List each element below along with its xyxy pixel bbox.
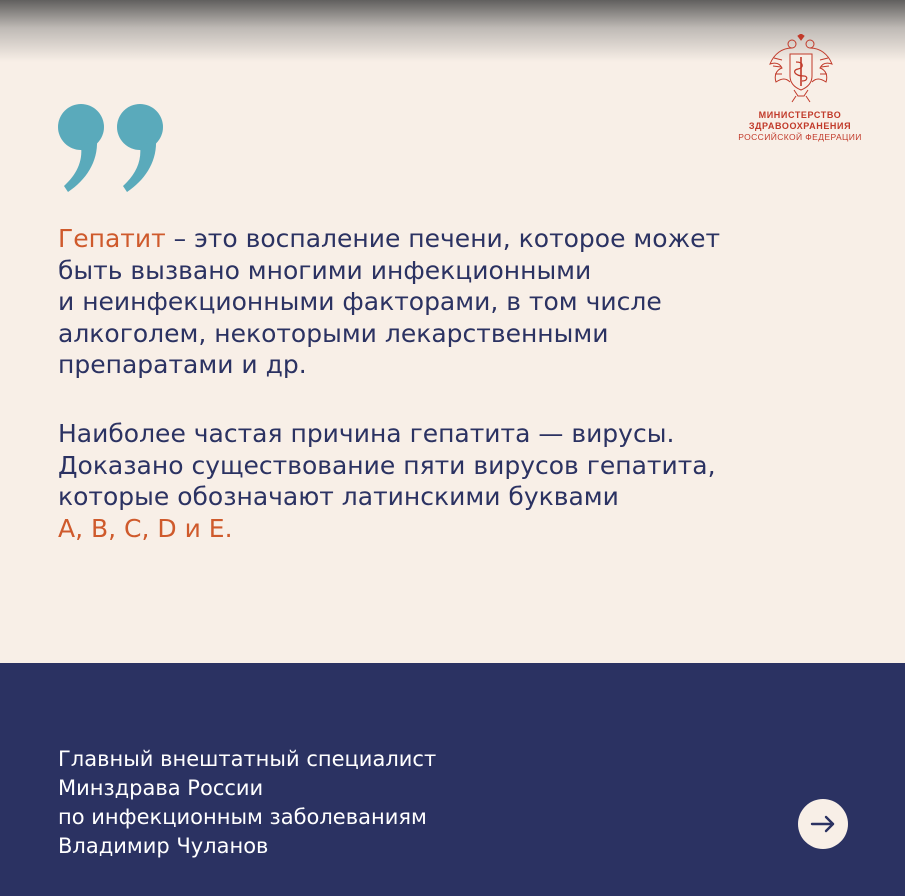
virus-line-3: которые обозначают латинскими буквами (58, 482, 619, 511)
arrow-right-icon (810, 815, 836, 833)
virus-line-2: Доказано существование пяти вирусов гепатита, (58, 450, 716, 480)
author-credit (58, 745, 436, 861)
next-slide-button[interactable] (798, 799, 848, 849)
definition-line-3: и неинфекционными факторами, в том числе (58, 287, 662, 316)
definition-line-1 (58, 223, 858, 255)
hepatitis-definition (58, 223, 858, 381)
ministry-line-3: РОССИЙСКОЙ ФЕДЕРАЦИИ (738, 132, 862, 142)
author-banner (0, 663, 905, 896)
term-highlight: Гепатит (58, 224, 166, 253)
definition-line-1-rest: – это воспаление печени, которое может (165, 224, 721, 253)
virus-letters: А, В, С, D и Е. (58, 513, 233, 543)
author-line-1: Главный внештатный специалист (58, 747, 437, 771)
definition-line-5: препаратами и др. (58, 350, 307, 379)
author-line-3: по инфекционным заболеваниям (58, 805, 427, 829)
author-name: Владимир Чуланов (58, 834, 269, 858)
ministry-line-2: ЗДРАВООХРАНЕНИЯ (748, 121, 852, 131)
ministry-logo-text (700, 110, 900, 143)
ministry-emblem-icon (768, 34, 834, 104)
virus-line-1: Наиболее частая причина гепатита — вирусы. (58, 419, 675, 448)
virus-paragraph (58, 418, 858, 544)
definition-line-4: алкоголем, некоторыми лекарственными (58, 318, 609, 348)
definition-line-2: быть вызвано многими инфекционными (58, 255, 592, 285)
author-line-2: Минздрава России (58, 776, 264, 800)
ministry-line-1: МИНИСТЕРСТВО (758, 110, 842, 120)
quote-mark-icon (54, 100, 174, 195)
